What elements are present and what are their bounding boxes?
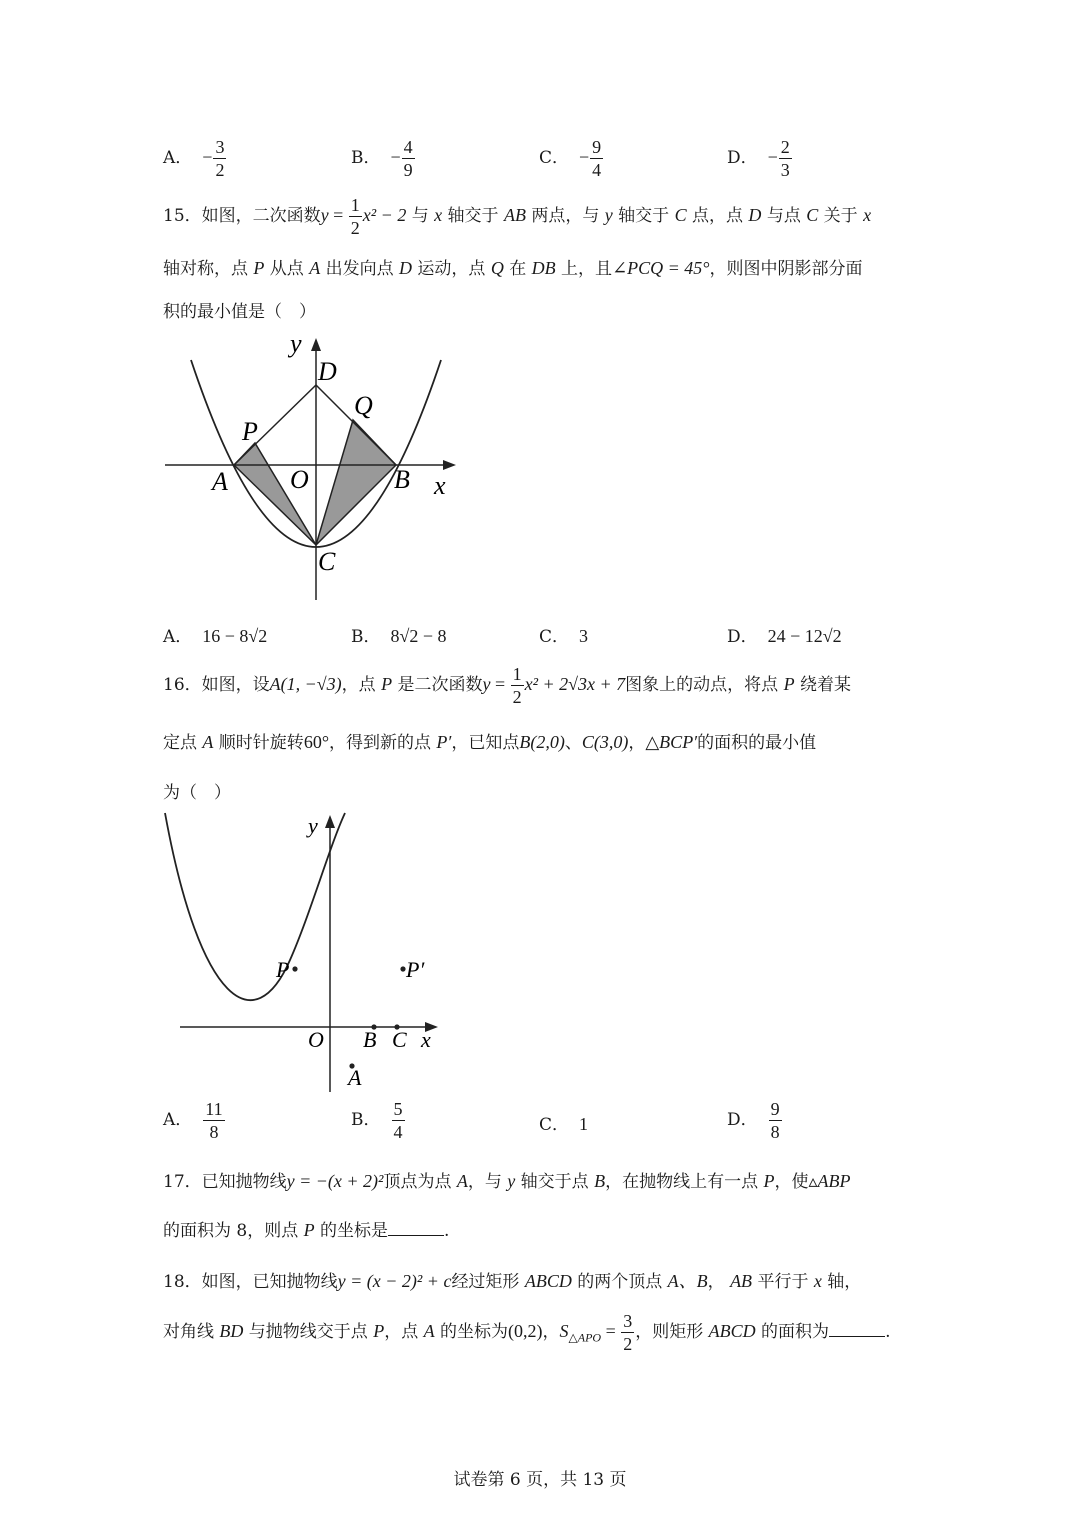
q16-label-b: B [363,1027,377,1052]
q15-label-b: B [394,465,410,494]
q15-option-c: C． 3 [539,626,589,647]
q14-option-a-fraction: $\frac{3}{2}$ [215,137,225,180]
q16-option-c: C． 1 [539,1114,589,1135]
page-footer: 试卷第 6 页，共 13 页 [453,1470,627,1490]
q16-label-o: O [308,1027,324,1052]
q16-line-1: 16．如图，设A(1, −√3)，点 P 是二次函数y = $\frac{1}{2}$ x² + 2√3x + 7图象上的动点，将点 P 绕着某 [163,664,851,707]
q16-line-3: 为（ ） [163,783,231,803]
q14-option-b: B． − $\frac{4}{9}$ [351,137,413,180]
q15-label-y: y [290,330,302,358]
q17-line-2: 的面积为 8，则点 P 的坐标是 . [163,1220,450,1241]
q15-line-3: 积的最小值是（ ） [163,302,316,322]
q14-option-d-fraction: $\frac{2}{3}$ [780,137,790,180]
q16-figure [160,805,460,1095]
q16-label-c: C [392,1027,407,1052]
q16-option-d-fraction: $\frac{9}{8}$ [770,1099,780,1142]
q16-line-2: 定点 A 顺时针旋转60°，得到新的点 P′，已知点B(2,0)、C(3,0)，△BCP′的面积的最小值 [163,732,817,753]
q18-answer-blank[interactable] [829,1322,885,1337]
q15-label-x: x [434,471,446,500]
q15-line-1: 15．如图，二次函数y = $\frac{1}{2}$ x² − 2 与 x 轴交于 AB 两点，与 y 轴交于 C 点，点 D 与点 C 关于 x [163,195,872,238]
q15-option-d: D． 24 − 12√2 [727,626,842,647]
q16-option-b: B． $\frac{5}{4}$ [351,1099,403,1142]
q16-point-p-prime [400,966,405,971]
q14-option-c-fraction: $\frac{9}{4}$ [592,137,602,180]
q16-option-b-fraction: $\frac{5}{4}$ [393,1099,403,1142]
q15-equation-fraction: $\frac{1}{2}$ [350,195,360,238]
q16-label-p-prime: P′ [406,957,425,982]
q16-label-p: P [276,957,290,982]
q16-equation-fraction: $\frac{1}{2}$ [512,664,522,707]
q14-option-a: A． − $\frac{3}{2}$ [163,137,225,180]
q15-label-p: P [242,417,258,446]
q14-option-d: D． − $\frac{2}{3}$ [727,137,790,180]
q15-shaded-region-left [234,443,316,545]
q15-x-axis-arrow [443,460,456,470]
q16-label-a: A [348,1065,362,1090]
q15-label-o: O [290,465,309,494]
q15-label-c: C [318,547,336,576]
q14-option-b-fraction: $\frac{4}{9}$ [403,137,413,180]
q18-line-1: 18．如图，已知抛物线y = (x − 2)² + c经过矩形 ABCD 的两个顶点 A、B， AB 平行于 x 轴， [163,1271,862,1292]
q15-option-b: B． 8√2 − 8 [351,626,447,647]
q16-label-y: y [308,813,318,838]
q15-label-d: D [318,357,337,386]
q18-line-2: 对角线 BD 与抛物线交于点 P，点 A 的坐标为(0,2)，$S_{\triangle APO}$ = $\frac{3}{2}$ ，则矩形 ABCD 的面积为 . [163,1311,891,1354]
q14-option-c: C． − $\frac{9}{4}$ [539,137,602,180]
q16-option-a-fraction: $\frac{11}{8}$ [205,1099,223,1142]
q17-line-1: 17．已知抛物线y = −(x + 2)²顶点为点 A，与 y 轴交于点 B，在抛物线上有一点 P，使▵ABP [163,1171,851,1192]
q16-parabola [165,813,345,1000]
q16-option-d: D． $\frac{9}{8}$ [727,1099,780,1142]
q15-line-2: 轴对称，点 P 从点 A 出发向点 D 运动，点 Q 在 DB 上，且∠PCQ = 45°，则图中阴影部分面 [163,258,863,279]
q15-label-a: A [212,467,228,496]
q15-y-axis-arrow [311,338,321,351]
q15-label-q: Q [354,391,373,420]
q16-point-p [292,966,297,971]
q17-answer-blank[interactable] [388,1221,444,1236]
q15-option-a: A． 16 − 8√2 [163,626,268,647]
q15-shaded-region-right [316,420,396,545]
q16-y-axis-arrow [325,815,335,828]
q15-figure [160,330,460,605]
q18-area-fraction: $\frac{3}{2}$ [623,1311,633,1354]
q16-label-x: x [421,1027,431,1052]
q16-option-a: A． $\frac{11}{8}$ [163,1099,223,1142]
